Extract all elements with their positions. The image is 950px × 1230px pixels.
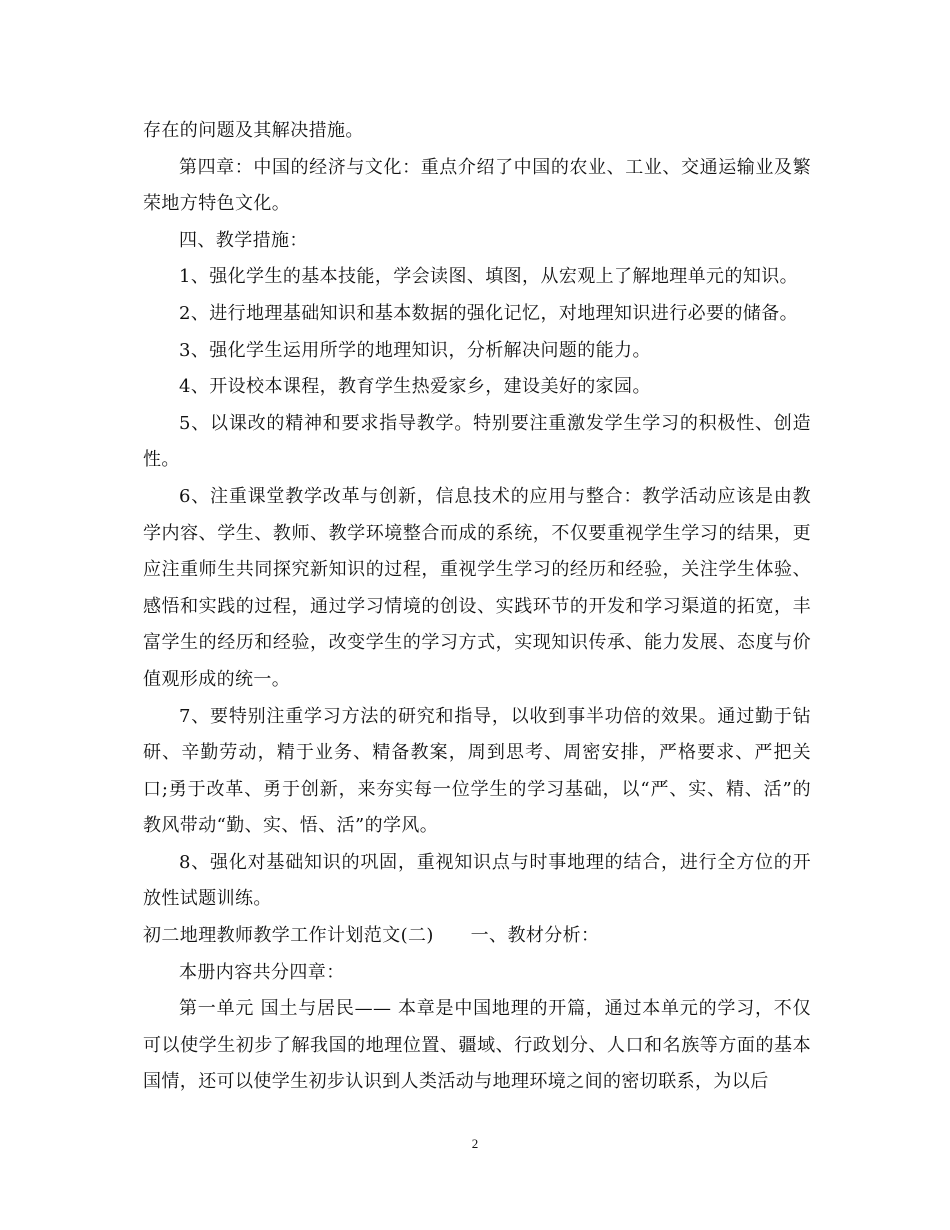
paragraph-unit-one: 第一单元 国土与居民—— 本章是中国地理的开篇，通过本单元的学习，不仅可以使学生初步了解我国的地理位置、疆域、行政划分、人口和名族等方面的基本国情，还可以使学生初步认识到人类活动与地理环境之间的密切联系，为以后 <box>143 998 811 1093</box>
list-item-1: 1、强化学生的基本技能，学会读图、填图，从宏观上了解地理单元的知识。 <box>179 266 799 288</box>
document-body <box>143 113 811 1101</box>
paragraph-1: 第四章：中国的经济与文化：重点介绍了中国的农业、工业、交通运输业及繁荣地方特色文化。 <box>143 156 811 215</box>
list-item-6: 6、注重课堂教学改革与创新，信息技术的应用与整合：教学活动应该是由教学内容、学生、教师、教学环境整合而成的系统，不仅要重视学生学习的结果，更应注重师生共同探究新知识的过程，重视学生学习的经历和经验，关注学生体验、感悟和实践的过程，通过学习情境的创设、实践环节的开发和学习渠道的拓宽，丰富学生的经历和经验，改变学生的学习方式，实现知识传承、能力发展、态度与价值观形成的统一。 <box>143 485 811 690</box>
list-item-8: 8、强化对基础知识的巩固，重视知识点与时事地理的结合，进行全方位的开放性试题训练。 <box>143 851 811 910</box>
list-item-7: 7、要特别注重学习方法的研究和指导，以收到事半功倍的效果。通过勤于钻研、辛勤劳动，精于业务、精备教案，周到思考、周密安排，严格要求、严把关口;勇于改革、勇于创新，来夯实每一位学生的学习基础，以“严、实、精、活”的教风带动“勤、实、悟、活”的学风。 <box>143 705 811 837</box>
list-item-5: 5、以课改的精神和要求指导教学。特别要注重激发学生学习的积极性、创造性。 <box>143 412 811 471</box>
paragraph-book-overview: 本册内容共分四章： <box>179 961 345 983</box>
section-heading-teaching-measures: 四、教学措施： <box>179 229 308 251</box>
list-item-3: 3、强化学生运用所学的地理知识，分析解决问题的能力。 <box>179 339 651 361</box>
paragraph-0: 存在的问题及其解决措施。 <box>143 120 364 141</box>
page-number: 2 <box>471 1136 479 1151</box>
article-title-line: 初二地理教师教学工作计划范文(二) 一、教材分析： <box>143 925 600 947</box>
list-item-2: 2、进行地理基础知识和基本数据的强化记忆，对地理知识进行必要的储备。 <box>179 302 799 324</box>
list-item-4: 4、开设校本课程，教育学生热爱家乡，建设美好的家园。 <box>179 376 651 398</box>
